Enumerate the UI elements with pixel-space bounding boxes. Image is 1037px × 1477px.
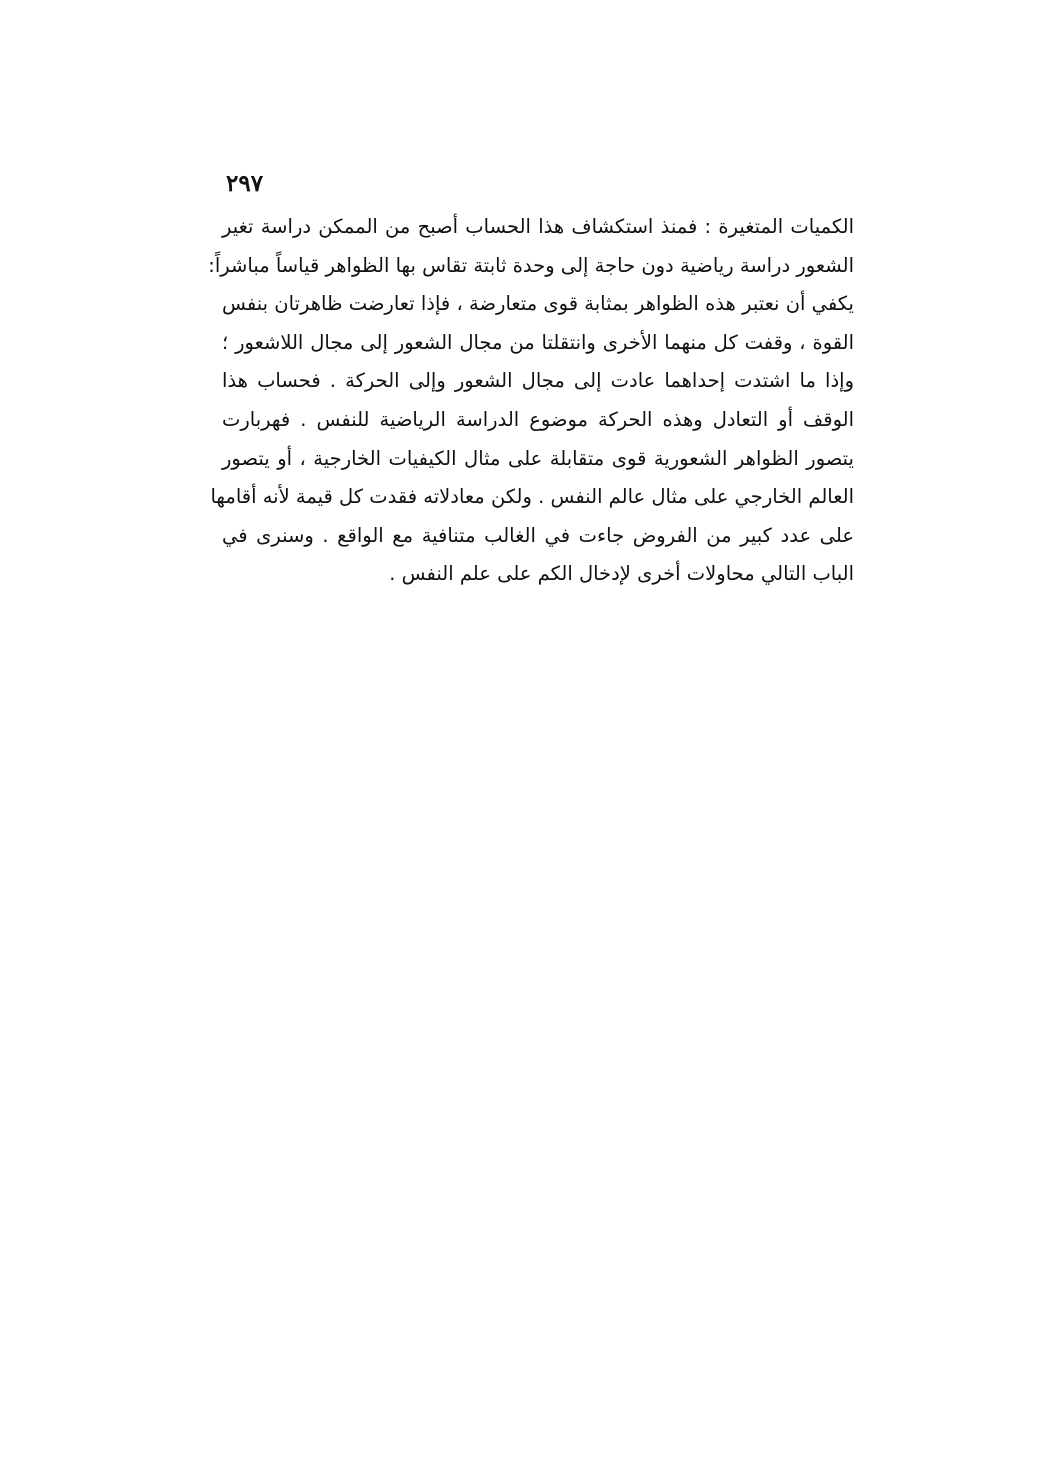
text-line: الشعور دراسة رياضية دون حاجة إلى وحدة ثابتة تقاس بها الظواهر قياساً مباشراً: [208,253,854,277]
body-paragraph [208,208,854,594]
text-line: يكفي أن نعتبر هذه الظواهر بمثابة قوى متعارضة ، فإذا تعارضت ظاهرتان بنفس [222,292,854,316]
text-line: القوة ، وقفت كل منهما الأخرى وانتقلتا من مجال الشعور إلى مجال اللاشعور ؛ [222,330,854,354]
text-line: يتصور الظواهر الشعورية قوى متقابلة على مثال الكيفيات الخارجية ، أو يتصور [222,446,854,470]
text-line: الباب التالي محاولات أخرى لإدخال الكم على علم النفس . [389,562,854,586]
page-number: ٢٩٧ [226,170,264,197]
text-line: وإذا ما اشتدت إحداهما عادت إلى مجال الشعور وإلى الحركة . فحساب هذا [222,369,854,393]
text-line: الكميات المتغيرة : فمنذ استكشاف هذا الحساب أصبح من الممكن دراسة تغير [222,215,854,238]
text-line: على عدد كبير من الفروض جاءت في الغالب متنافية مع الواقع . وسنرى في [222,523,854,547]
text-line: الوقف أو التعادل وهذه الحركة موضوع الدراسة الرياضية للنفس . فهربارت [222,407,854,431]
text-line: العالم الخارجي على مثال عالم النفس . ولكن معادلاته فقدت كل قيمة لأنه أقامها [210,485,854,509]
